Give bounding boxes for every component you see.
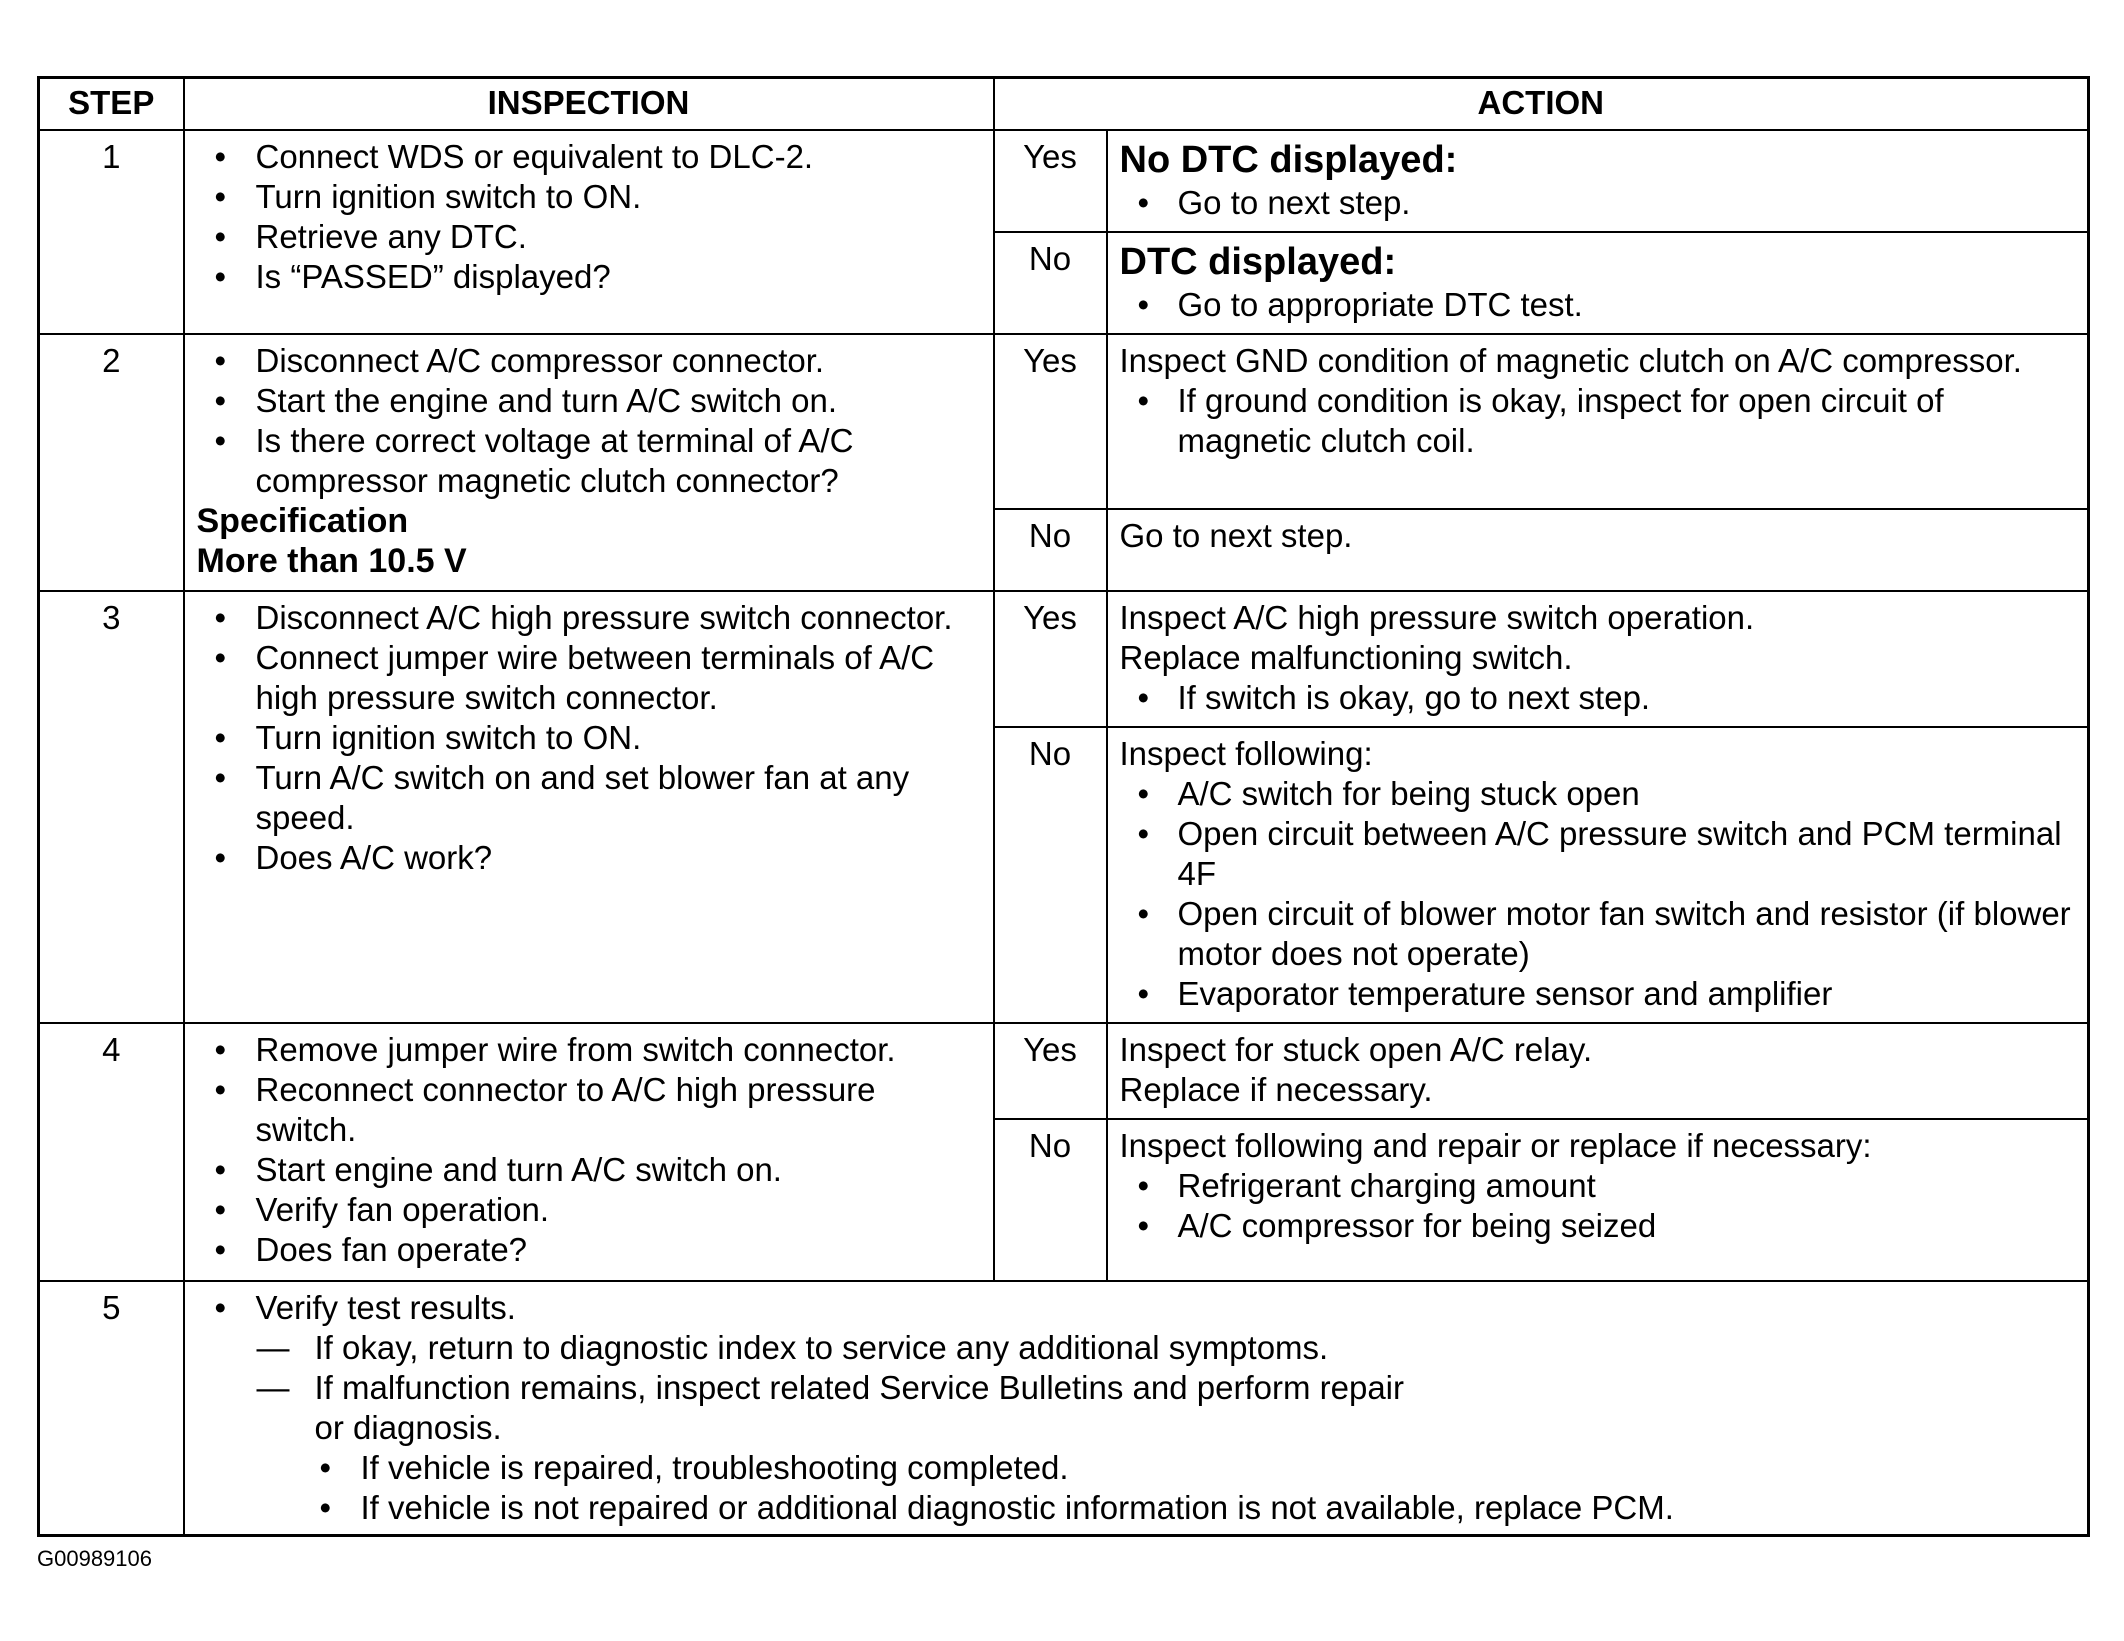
no-label: No [994, 232, 1107, 334]
step-number: 2 [39, 334, 184, 591]
action-heading: No DTC displayed: [1119, 139, 1458, 181]
step-4-inspection [184, 1023, 994, 1281]
step-4-yes-action [1107, 1023, 2089, 1119]
step-5-inspection [184, 1281, 2089, 1536]
action-item: • Open circuit of blower motor fan switch and resistor (if blower motor does not operate) [1120, 894, 2078, 974]
step-1-no-action [1107, 232, 2089, 334]
action-heading: DTC displayed: [1119, 241, 1397, 283]
header-action: ACTION [994, 78, 2089, 131]
yes-label: Yes [994, 1023, 1107, 1119]
inspection-item: • Verify test results. [195, 1288, 2078, 1328]
step-4-yes-row [39, 1023, 2089, 1119]
step-3-inspection [184, 591, 994, 1023]
figure-code: G00989106 [37, 1546, 152, 1571]
action-text: Replace if necessary. [1119, 1071, 1433, 1108]
inspection-item: • Turn ignition switch to ON. [195, 177, 983, 217]
step-3-yes-action [1107, 591, 2089, 727]
no-label: No [994, 727, 1107, 1023]
dash-glyph: — [256, 1329, 290, 1366]
action-item: • If switch is okay, go to next step. [1120, 678, 2078, 718]
yes-label: Yes [994, 334, 1107, 509]
header-inspection: INSPECTION [184, 78, 994, 131]
dash-text-continued: or diagnosis. [314, 1409, 502, 1446]
dash-glyph: — [256, 1369, 290, 1406]
step-1-inspection [184, 130, 994, 334]
step-1-yes-action [1107, 130, 2089, 232]
yes-label: Yes [994, 591, 1107, 727]
action-text: Inspect for stuck open A/C relay. [1119, 1031, 1593, 1068]
step-number: 1 [39, 130, 184, 334]
diagnostic-table [37, 76, 2090, 1537]
inspection-item: • Disconnect A/C high pressure switch connector. [195, 598, 983, 638]
yes-label: Yes [994, 130, 1107, 232]
action-text: Inspect A/C high pressure switch operation. [1119, 599, 1755, 636]
inspection-item: • Turn ignition switch to ON. [195, 718, 983, 758]
header-step: STEP [39, 78, 184, 131]
diagnostic-table-sheet [37, 76, 2087, 1537]
step-1-yes-row [39, 130, 2089, 232]
inspection-item: • Is “PASSED” displayed? [195, 257, 983, 297]
action-text: Go to next step. [1119, 517, 1353, 554]
step-3-yes-row [39, 591, 2089, 727]
inspection-item: • Turn A/C switch on and set blower fan at any speed. [195, 758, 983, 838]
inspection-item: • Does fan operate? [195, 1230, 983, 1270]
action-text: Inspect following and repair or replace if necessary: [1119, 1127, 1872, 1164]
inspection-item: • Start the engine and turn A/C switch on. [195, 381, 983, 421]
action-text: Inspect GND condition of magnetic clutch on A/C compressor. [1119, 342, 2022, 379]
action-item: • Go to appropriate DTC test. [1120, 285, 2078, 325]
step-5-row [39, 1281, 2089, 1536]
step-3-no-action [1107, 727, 2089, 1023]
step-4-no-action [1107, 1119, 2089, 1281]
step-number: 3 [39, 591, 184, 1023]
dash-text: If okay, return to diagnostic index to service any additional symptoms. [314, 1329, 1329, 1366]
header-row [39, 78, 2089, 131]
step-2-no-action [1107, 509, 2089, 591]
inspection-item: • Does A/C work? [195, 838, 983, 878]
action-item: • Refrigerant charging amount [1120, 1166, 2078, 1206]
action-item: • Evaporator temperature sensor and amplifier [1120, 974, 2078, 1014]
action-item: • A/C compressor for being seized [1120, 1206, 2078, 1246]
step-2-yes-action [1107, 334, 2089, 509]
inspection-item: • Is there correct voltage at terminal of A/C compressor magnetic clutch connector? [195, 421, 983, 501]
step-2-yes-row [39, 334, 2089, 509]
sub-item: • If vehicle is not repaired or additional diagnostic information is not available, replace PCM. [195, 1488, 2078, 1528]
action-item: • If ground condition is okay, inspect for open circuit of magnetic clutch coil. [1120, 381, 2078, 461]
inspection-item: • Remove jumper wire from switch connector. [195, 1030, 983, 1070]
step-number: 4 [39, 1023, 184, 1281]
action-item: • Go to next step. [1120, 183, 2078, 223]
action-text: Replace malfunctioning switch. [1119, 639, 1573, 676]
inspection-item: • Reconnect connector to A/C high pressure switch. [195, 1070, 983, 1150]
inspection-item: • Verify fan operation. [195, 1190, 983, 1230]
no-label: No [994, 509, 1107, 591]
step-number: 5 [39, 1281, 184, 1536]
action-item: • A/C switch for being stuck open [1120, 774, 2078, 814]
dash-text: If malfunction remains, inspect related Service Bulletins and perform repair [314, 1369, 1404, 1406]
step-2-inspection [184, 334, 994, 591]
dash-item [195, 1368, 2078, 1408]
action-item: • Open circuit between A/C pressure switch and PCM terminal 4F [1120, 814, 2078, 894]
specification-value: More than 10.5 V [196, 542, 467, 580]
inspection-item: • Connect jumper wire between terminals of A/C high pressure switch connector. [195, 638, 983, 718]
inspection-item: • Start engine and turn A/C switch on. [195, 1150, 983, 1190]
inspection-item: • Disconnect A/C compressor connector. [195, 341, 983, 381]
no-label: No [994, 1119, 1107, 1281]
sub-item: • If vehicle is repaired, troubleshooting completed. [195, 1448, 2078, 1488]
action-text: Inspect following: [1119, 735, 1373, 772]
specification-label: Specification [196, 502, 409, 540]
inspection-item: • Connect WDS or equivalent to DLC-2. [195, 137, 983, 177]
inspection-item: • Retrieve any DTC. [195, 217, 983, 257]
dash-item [195, 1328, 2078, 1368]
